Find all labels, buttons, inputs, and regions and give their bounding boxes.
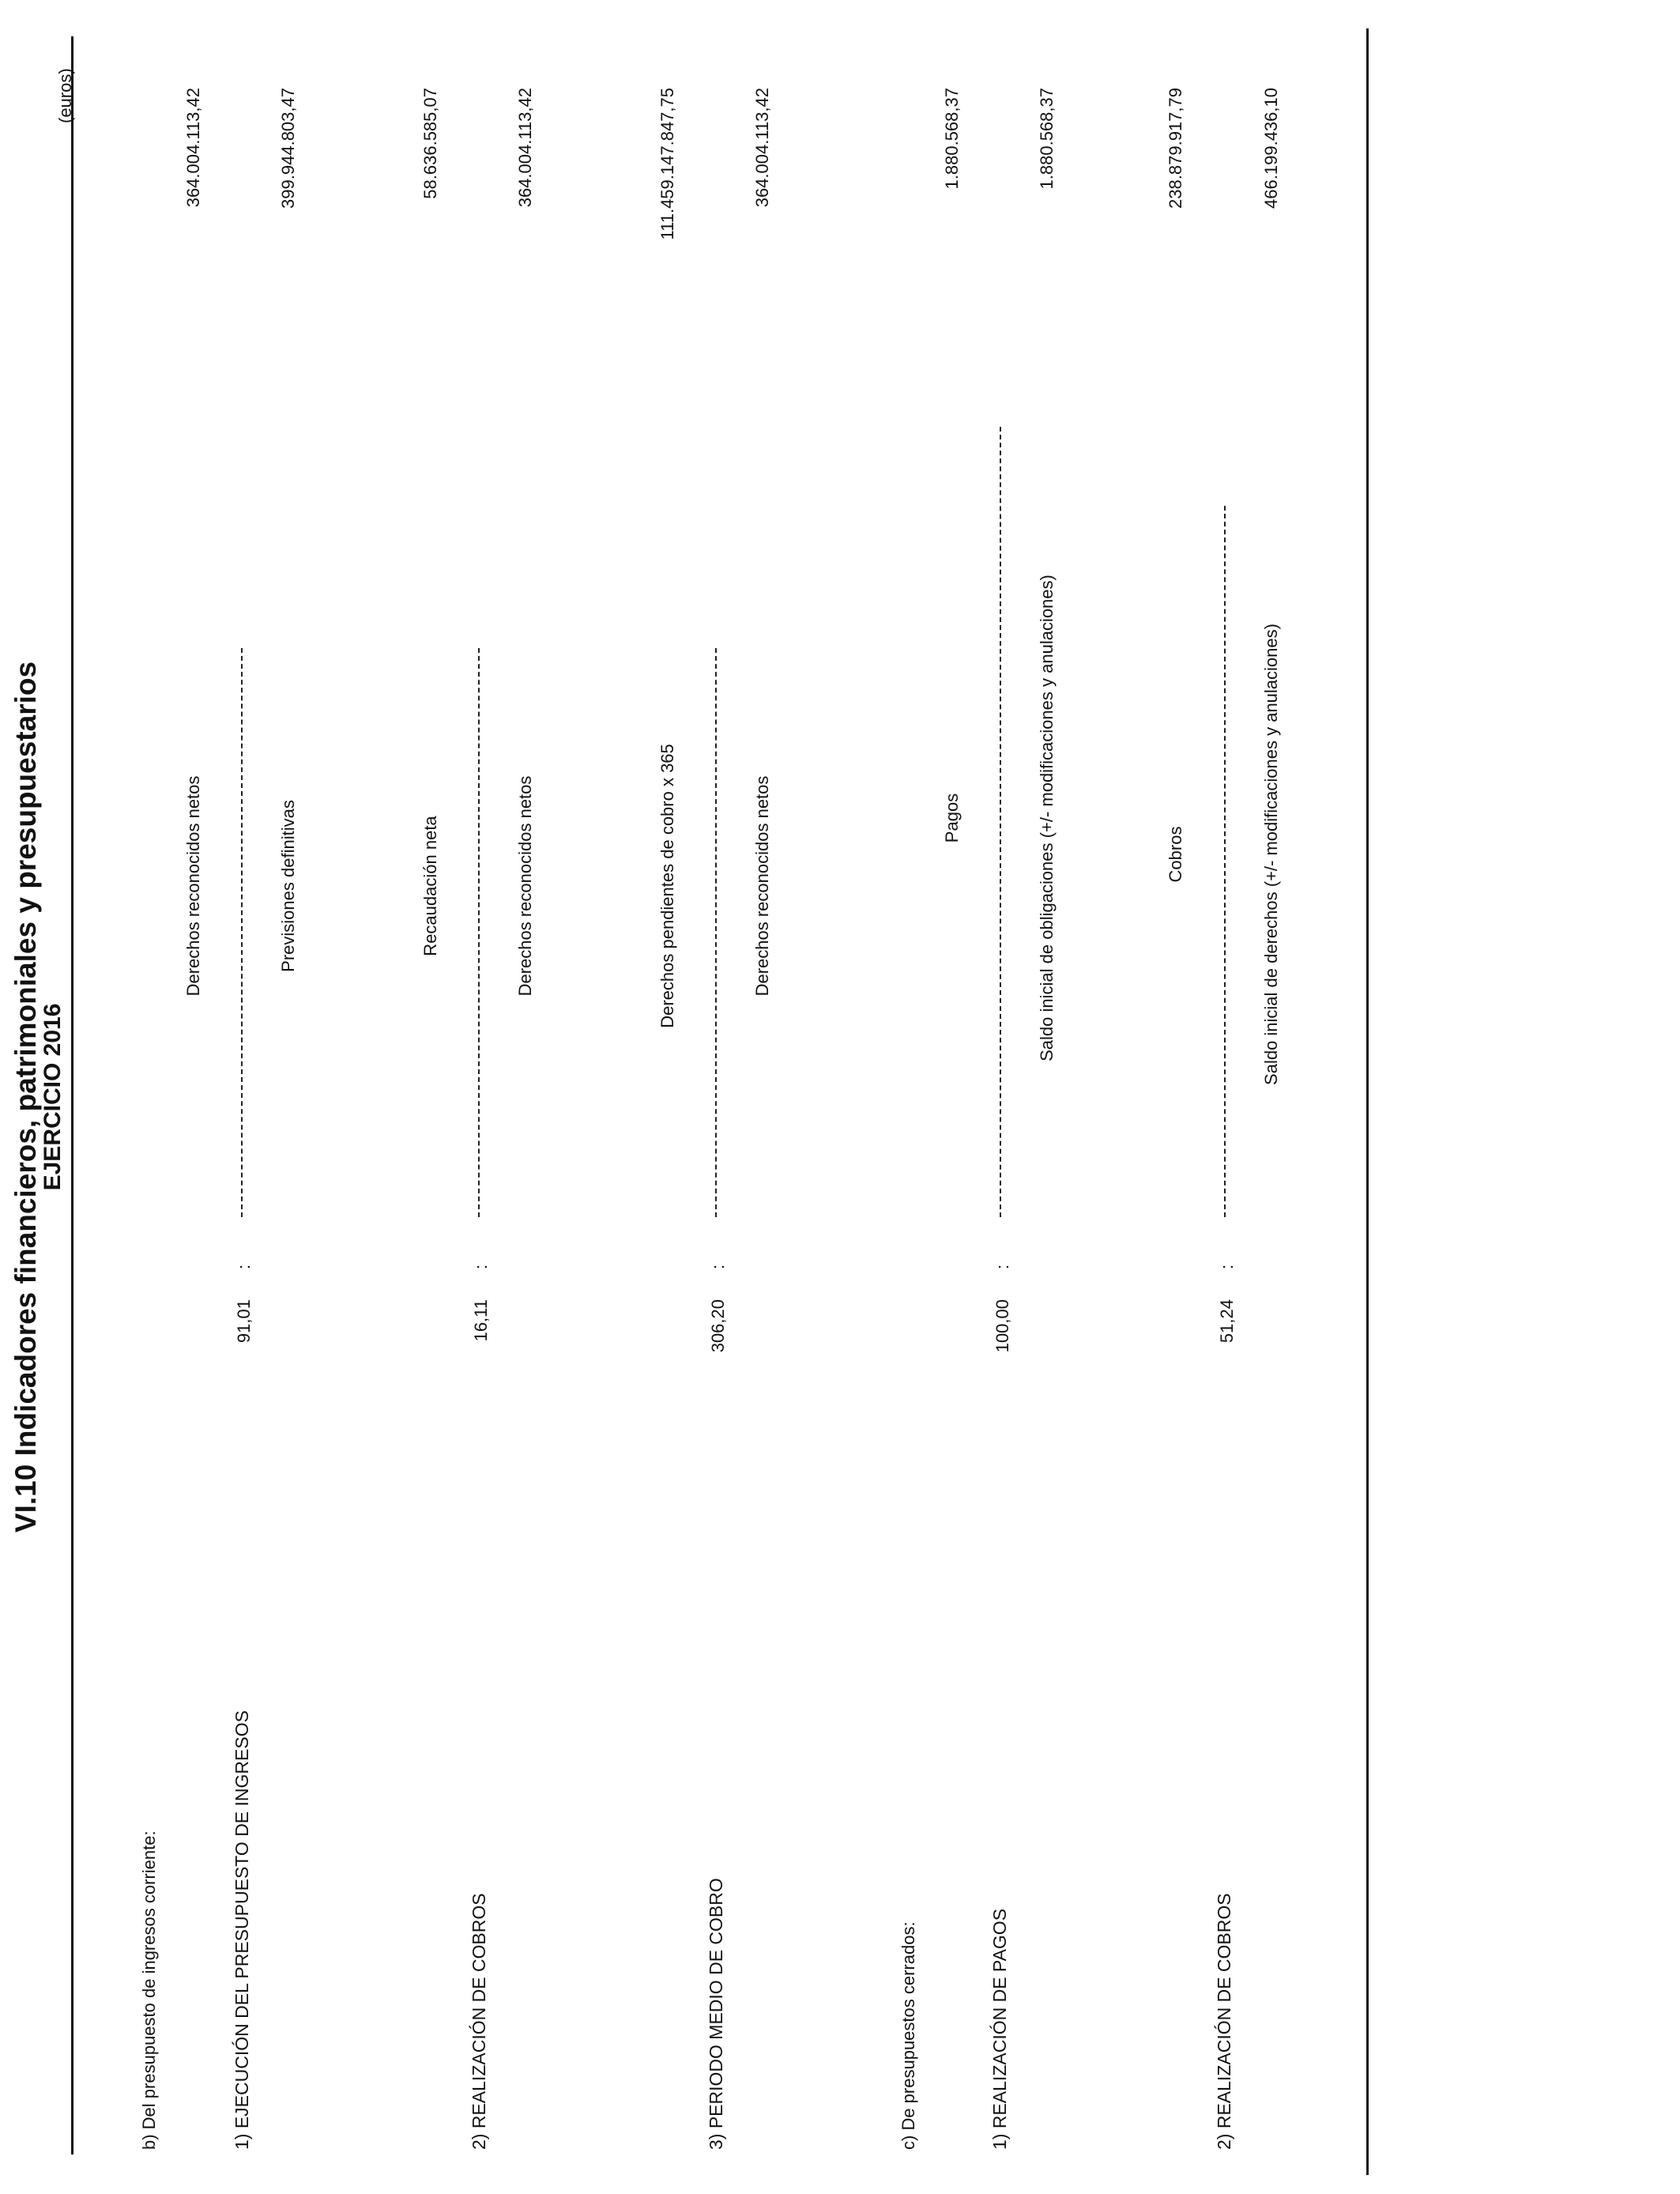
section-c-heading: c) De presupuestos cerrados: bbox=[898, 1921, 918, 2150]
numerator-value: 238.879.917,79 bbox=[1166, 88, 1185, 209]
denominator-value: 466.199.436,10 bbox=[1261, 88, 1281, 209]
indicator-value: 100,00 bbox=[993, 1299, 1012, 1353]
indicator-name: 2) REALIZACIÓN DE COBROS bbox=[1214, 1893, 1234, 2150]
fraction-line bbox=[1224, 506, 1226, 1217]
denominator-value: 364.004.113,42 bbox=[515, 88, 535, 208]
top-rule bbox=[71, 36, 73, 2154]
indicator-value: 51,24 bbox=[1217, 1299, 1237, 1344]
denominator-label: Saldo inicial de derechos (+/- modificaciones y anulaciones) bbox=[1261, 624, 1281, 1085]
denominator-label: Derechos reconocidos netos bbox=[752, 775, 772, 997]
section-b-heading: b) Del presupuesto de ingresos corriente: bbox=[139, 1830, 159, 2150]
unit-label: (euros) bbox=[55, 68, 75, 123]
numerator-label: Derechos reconocidos netos bbox=[183, 775, 203, 997]
denominator-value: 364.004.113,42 bbox=[752, 88, 772, 208]
numerator-value: 58.636.585,07 bbox=[420, 88, 440, 199]
fraction-line bbox=[241, 648, 243, 1217]
bottom-rule bbox=[1366, 28, 1369, 2175]
indicator-name: 2) REALIZACIÓN DE COBROS bbox=[469, 1893, 489, 2150]
denominator-value: 399.944.803,47 bbox=[278, 88, 298, 209]
indicator-value: 91,01 bbox=[234, 1299, 254, 1344]
colon: : bbox=[234, 1264, 254, 1269]
denominator-label: Previsiones definitivas bbox=[278, 800, 298, 972]
page-title: VI.10 Indicadores financieros, patrimoniales y presupuestarios bbox=[9, 661, 42, 1533]
colon: : bbox=[471, 1264, 491, 1269]
fraction-line bbox=[1000, 427, 1001, 1217]
indicator-name: 3) PERIODO MEDIO DE COBRO bbox=[706, 1878, 726, 2150]
colon: : bbox=[708, 1264, 728, 1269]
numerator-value: 1.880.568,37 bbox=[942, 88, 962, 190]
numerator-label: Pagos bbox=[942, 793, 962, 843]
fraction-line bbox=[478, 648, 480, 1217]
numerator-value: 111.459.147.847,75 bbox=[657, 88, 677, 240]
denominator-value: 1.880.568,37 bbox=[1037, 88, 1057, 190]
numerator-label: Recaudación neta bbox=[420, 816, 440, 956]
denominator-label: Saldo inicial de obligaciones (+/- modificaciones y anulaciones) bbox=[1037, 575, 1057, 1061]
colon: : bbox=[993, 1264, 1012, 1269]
denominator-label: Derechos reconocidos netos bbox=[515, 775, 535, 997]
fraction-line bbox=[715, 648, 717, 1217]
numerator-label: Cobros bbox=[1166, 826, 1185, 883]
indicator-name: 1) EJECUCIÓN DEL PRESUPUESTO DE INGRESOS bbox=[232, 1710, 252, 2150]
indicator-value: 306,20 bbox=[708, 1299, 728, 1353]
indicator-name: 1) REALIZACIÓN DE PAGOS bbox=[989, 1908, 1010, 2150]
indicator-value: 16,11 bbox=[471, 1299, 491, 1342]
numerator-value: 364.004.113,42 bbox=[183, 88, 203, 208]
page-subtitle: EJERCICIO 2016 bbox=[40, 1003, 66, 1191]
colon: : bbox=[1217, 1264, 1237, 1269]
numerator-label: Derechos pendientes de cobro x 365 bbox=[657, 744, 677, 1028]
